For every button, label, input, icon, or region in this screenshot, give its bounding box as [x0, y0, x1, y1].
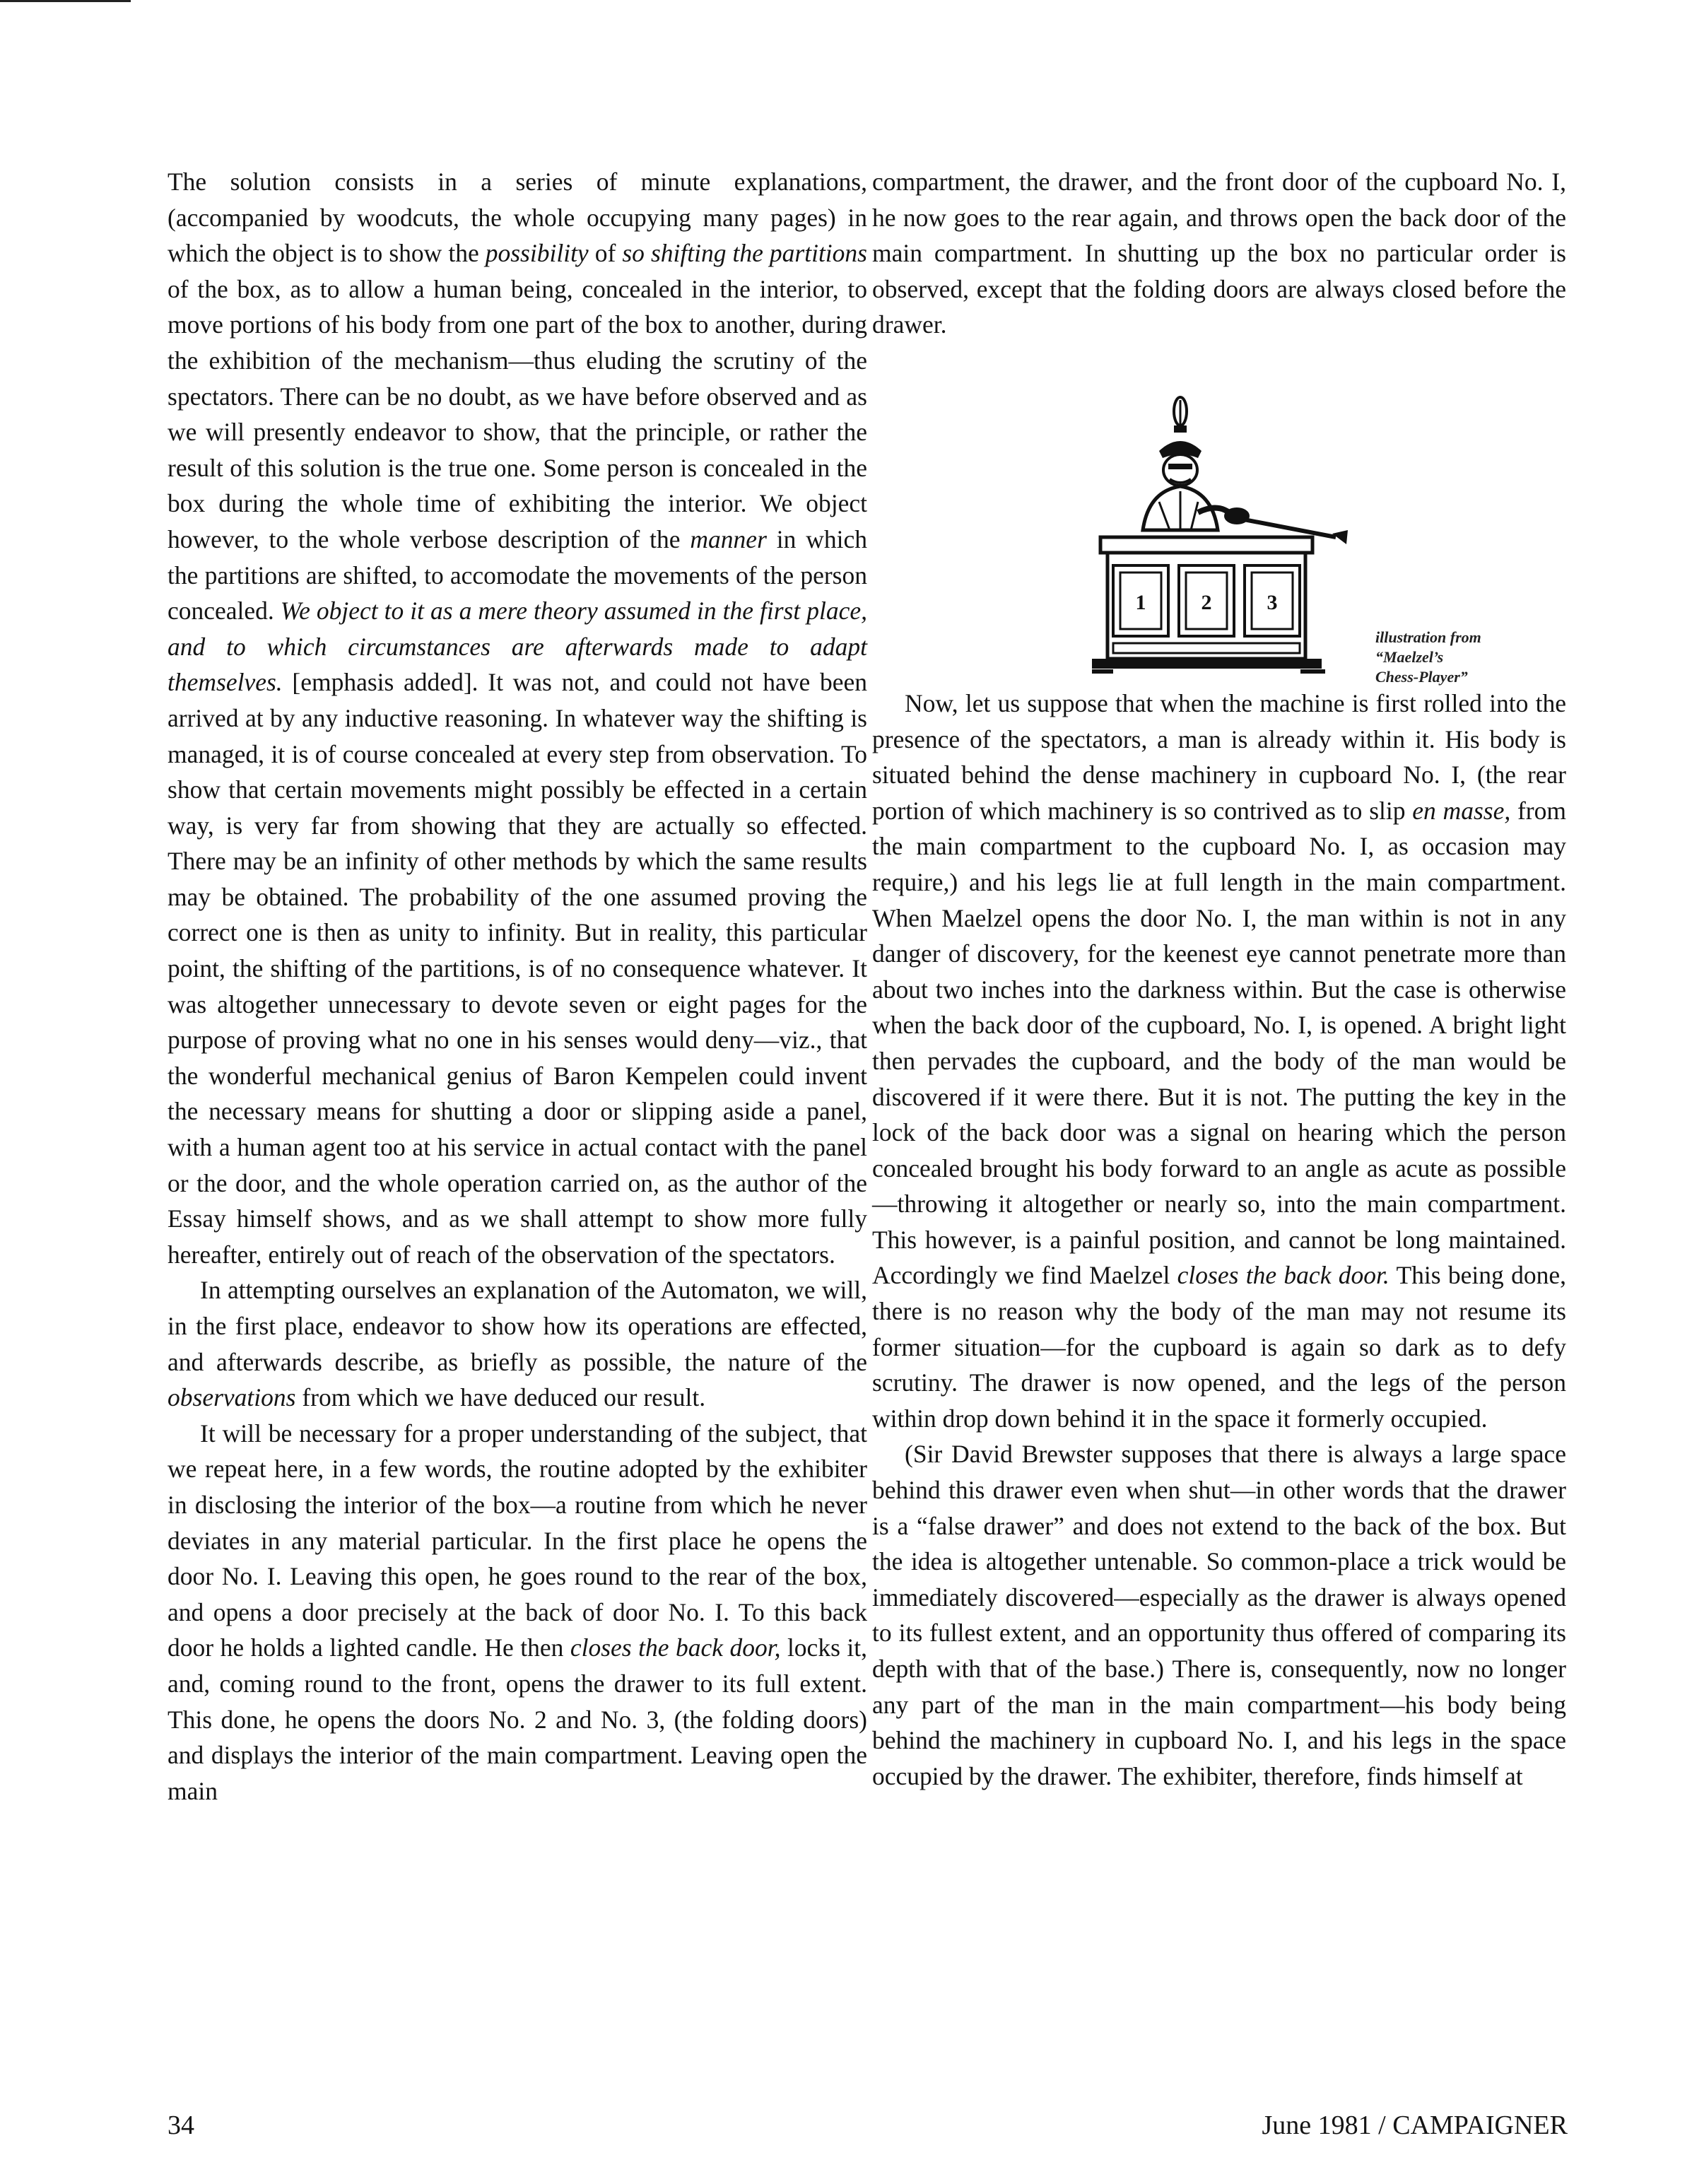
- text-run: in which the partitions are shifted, to accomodate the movements of the person concealed.: [168, 524, 867, 626]
- top-rule: [0, 0, 131, 2]
- text-run: Now, let us suppose that when the machine is first rolled into the presence of the spectators, a man is already within it. His body is situated behind the dense machinery in cupboard No. I, (the rear portion of which machinery is so contrived as to slip: [872, 688, 1566, 825]
- emphasis-quote: We object to it as a mere theory assumed in the first place, and to which circumstances are afterwards made to adapt themselves.: [168, 597, 867, 697]
- text-run: of: [588, 239, 623, 268]
- emphasis-possibility: possibility: [485, 239, 589, 268]
- emphasis-closes-back-door: closes the back door,: [570, 1633, 781, 1662]
- text-run: [emphasis added]. It was not, and could not have been arrived at by any inductive reasoning. In whatever way the shifting is managed, it is of course concealed at every step from observation. To show that certain movements might possibly be effected in a certain way, is very far from showing that they are actually so effected. There may be an infinity of other methods by which the same results may be obtained. The probability of the one assumed proving the correct one is then as unity to infinity. But in reality, this particular point, the shifting of the partitions, is of no consequence whatever. It was altogether unnecessary to devote seven or eight pages for the purpose of proving what no one in his senses would deny—viz., that the wonderful mechanical genius of Baron Kempelen could invent the necessary means for shutting a door or slipping aside a panel, with a human agent too at his service in actual contact with the panel or the door, and the whole operation carried on, as the author of the Essay himself shows, and as we shall attempt to show more fully hereafter, entirely out of reach of the observation of the spectators.: [168, 668, 867, 1269]
- door-label-2: 2: [1201, 591, 1212, 614]
- left-column: [168, 164, 867, 1809]
- paragraph-brewster: (Sir David Brewster supposes that there is always a large space behind this drawer even when shut—in other words that the drawer is a “false drawer” and does not extend to the back of the box. But the idea is altogether untenable. So common-place a trick would be immediately discovered—especially as the drawer is always opened to its fullest extent, and an opportunity thus offered of comparing its depth with that of the base.) There is, consequently, now no longer any part of the man in the main compartment—his body being behind the machinery in cupboard No. I, and his legs in the space occupied by the drawer. The exhibiter, therefore, finds himself at: [872, 1440, 1566, 1790]
- paragraph-routine: [168, 1416, 867, 1809]
- emphasis-manner: manner: [690, 524, 767, 553]
- plume-icon: [1174, 397, 1187, 433]
- emphasis-observations: observations: [168, 1383, 296, 1412]
- paragraph-solution: [168, 164, 867, 1272]
- text-run: from which we have deduced our result.: [295, 1383, 706, 1412]
- issue-footer: June 1981 / CAMPAIGNER: [1262, 2110, 1568, 2140]
- door-label-3: 3: [1267, 591, 1278, 614]
- text-run: In attempting ourselves an explanation of the Automaton, we will, in the first place, endeavor to show how its operations are effected, and afterwards describe, as briefly as possible, the nature of the: [168, 1276, 867, 1376]
- door-label-1: 1: [1135, 591, 1146, 614]
- figure-caption: [1375, 628, 1481, 687]
- caption-line: illustration from: [1375, 628, 1481, 646]
- text-run: This being done, there is no reason why the body of the man may not resume its former situation—for the cupboard is again so dark as to defy scrutiny. The drawer is now opened, and the legs of the person within drop down behind it in the space it formerly occupied.: [872, 1261, 1566, 1433]
- text-run: It will be necessary for a proper understanding of the subject, that we repeat here, in a few words, the routine adopted by the exhibiter in disclosing the interior of the box—a routine from which he never deviates in any material particular. In the first place he opens the door No. I. Leaving this open, he goes round to the rear of the box, and opens a door precisely at the back of door No. I. To this back door he holds a lighted candle. He then: [168, 1419, 867, 1662]
- emphasis-shifting: so shifting the partitions: [622, 239, 867, 268]
- text-run: locks it, and, coming round to the front, opens the drawer to its full extent. This done, he opens the doors No. 2 and No. 3, (the folding doors) and displays the interior of the main compartment. Leaving open the main: [168, 1633, 867, 1805]
- paragraph-compartment: compartment, the drawer, and the front door of the cupboard No. I, he now goes to the rear again, and throws open the back door of the main compartment. In shutting up the box no particular order is observed, except that the folding doors are always closed before the drawer.: [872, 168, 1566, 339]
- emphasis-closes-back-door: closes the back door.: [1177, 1261, 1390, 1290]
- automaton-head: [1163, 454, 1197, 486]
- caption-line: “Maelzel’s: [1375, 648, 1444, 666]
- emphasis-en-masse: en masse,: [1412, 796, 1511, 825]
- paragraph-now-suppose: [872, 686, 1566, 1436]
- caption-line: Chess-Player”: [1375, 668, 1468, 686]
- page-number: 34: [168, 2110, 194, 2140]
- automaton-illustration: [1092, 396, 1357, 700]
- paragraph-attempting: [168, 1272, 867, 1415]
- text-run: from the main compartment to the cupboard No. I, as occasion may require,) and his legs lie at full length in the main compartment. When Maelzel opens the door No. I, the man within is not in any danger of discovery, for the keenest eye cannot penetrate more than about two inches into the darkness within. But the case is otherwise when the back door of the cupboard, No. I, is opened. A bright light then pervades the cupboard, and the body of the man would be discovered if it were there. But it is not. The putting the key in the lock of the back door was a signal on hearing which the person concealed brought his body forward to an angle as acute as possible—throwing it altogether or nearly so, into the main compartment. This however, is a painful position, and cannot be long maintained. Accordingly we find Maelzel: [872, 796, 1566, 1290]
- text-run: of the box, as to allow a human being, concealed in the interior, to move portions of his body from one part of the box to another, during the exhibition of the mechanism—thus eluding the scrutiny of the spectators. There can be no doubt, as we have before observed and as we will presently endeavor to show, that the principle, or rather the result of this solution is the true one. Some person is concealed in the box during the whole time of exhibiting the interior. We object however, to the whole verbose description of the: [168, 274, 867, 553]
- text-run: The solution consists in a series of minute explanations, (accompanied by woodcuts, the whole occupying many pages) in which the object is to show the: [168, 168, 867, 268]
